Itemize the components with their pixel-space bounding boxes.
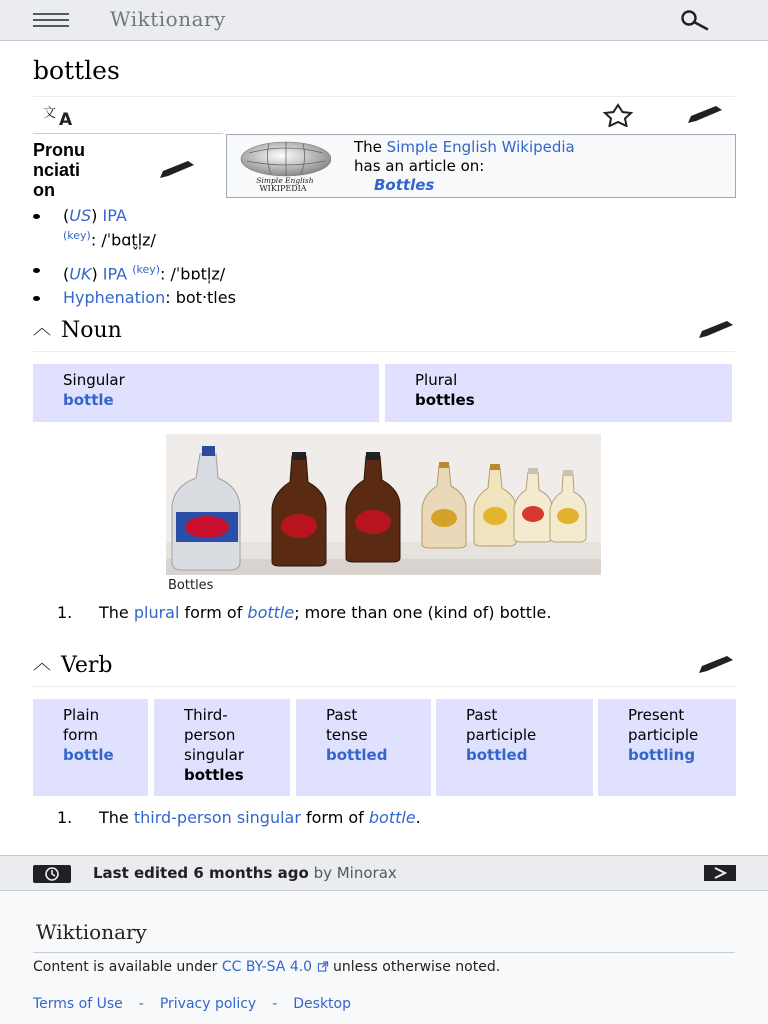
past-tense-link[interactable]: bottled bbox=[326, 746, 388, 764]
last-edited-author: by Minorax bbox=[308, 864, 397, 882]
definition-number: 1. bbox=[57, 808, 73, 827]
hyphenation-link[interactable]: Hyphenation bbox=[63, 288, 166, 307]
wikipedia-sister-box bbox=[226, 134, 736, 198]
title-divider bbox=[33, 96, 735, 97]
history-clock-icon bbox=[33, 865, 71, 883]
ipa-transcription: /ˈbɒtl̩z/ bbox=[170, 264, 226, 284]
definition-body bbox=[57, 808, 727, 828]
last-edited-bar[interactable] bbox=[0, 855, 768, 891]
wikipedia-article-link[interactable]: Bottles bbox=[374, 176, 435, 194]
last-edited-text bbox=[93, 864, 397, 882]
footer-divider bbox=[33, 952, 735, 953]
edit-verb-icon[interactable] bbox=[697, 655, 735, 675]
bullet-dot bbox=[33, 296, 40, 301]
definition-body bbox=[57, 603, 727, 623]
bottles-photo[interactable] bbox=[166, 434, 601, 575]
ipa-key-link[interactable]: (key) bbox=[132, 263, 161, 276]
separator: - bbox=[138, 996, 144, 1012]
wikipedia-logo-line2: WIKIPEDIA bbox=[259, 184, 307, 193]
us-region-link[interactable]: US bbox=[69, 206, 92, 225]
uk-region-link[interactable]: UK bbox=[69, 264, 92, 284]
separator: : bbox=[90, 230, 102, 250]
verb-section-heading[interactable] bbox=[33, 649, 113, 678]
cell-label: Past bbox=[466, 706, 498, 724]
wikipedia-box-text bbox=[354, 138, 575, 195]
bullet-dot bbox=[33, 214, 40, 219]
toolbar-divider bbox=[33, 133, 223, 134]
separator: : bbox=[165, 288, 176, 307]
svg-text:文: 文 bbox=[43, 106, 57, 121]
pronunciation-us-transcription bbox=[63, 226, 156, 250]
third-person-value: bottles bbox=[184, 766, 244, 784]
pronunciation-heading bbox=[33, 140, 85, 200]
past-participle-link[interactable]: bottled bbox=[466, 746, 528, 764]
bottle-link[interactable]: bottle bbox=[368, 808, 416, 827]
pronunciation-heading-line: on bbox=[33, 180, 55, 200]
ipa-key-link[interactable]: (key) bbox=[63, 229, 91, 242]
paren: ( bbox=[63, 206, 70, 225]
wikipedia-logo-line1: Simple English bbox=[256, 176, 314, 185]
pronunciation-uk bbox=[63, 260, 225, 284]
chevron-up-icon[interactable]: ︿ bbox=[33, 318, 51, 339]
hyphenation-value: bot‧tles bbox=[175, 288, 236, 307]
desktop-link[interactable]: Desktop bbox=[293, 996, 352, 1012]
separator: : bbox=[160, 264, 171, 284]
text: The bbox=[99, 808, 134, 827]
cell-label: participle bbox=[466, 726, 537, 744]
external-link-icon bbox=[317, 961, 329, 972]
footer-links bbox=[33, 996, 351, 1012]
footer bbox=[0, 892, 768, 1024]
text: . bbox=[415, 808, 421, 827]
verb-table-cell bbox=[296, 699, 431, 796]
simple-english-wikipedia-link[interactable]: Simple English Wikipedia bbox=[386, 138, 575, 156]
paren: ) bbox=[91, 206, 98, 225]
noun-table-cell bbox=[385, 364, 732, 422]
cell-label: Third- bbox=[184, 706, 228, 724]
ipa-transcription: /ˈbɑt̬l̩z/ bbox=[101, 230, 156, 250]
license-notice bbox=[33, 960, 683, 975]
separator: - bbox=[272, 996, 278, 1012]
verb-table-cell bbox=[598, 699, 736, 796]
definition-number: 1. bbox=[57, 603, 73, 622]
watch-star-icon[interactable] bbox=[598, 103, 638, 127]
text: form of bbox=[300, 808, 369, 827]
bottle-link[interactable]: bottle bbox=[247, 603, 295, 622]
image-caption: Bottles bbox=[168, 578, 214, 593]
noun-heading-text: Noun bbox=[61, 318, 122, 343]
svg-text:A: A bbox=[59, 110, 73, 127]
ipa-link[interactable]: IPA bbox=[102, 264, 128, 284]
privacy-policy-link[interactable]: Privacy policy bbox=[159, 996, 257, 1012]
noun-section-heading[interactable] bbox=[33, 314, 122, 343]
last-edited-bold: Last edited 6 months ago bbox=[93, 864, 309, 882]
terms-of-use-link[interactable]: Terms of Use bbox=[33, 996, 123, 1012]
wikipedia-globe-logo[interactable] bbox=[239, 139, 331, 193]
verb-table-cell bbox=[436, 699, 593, 796]
cell-label: Past bbox=[326, 706, 358, 724]
search-icon[interactable] bbox=[674, 9, 710, 31]
singular-link[interactable]: bottle bbox=[63, 391, 114, 409]
license-text: Content is available under bbox=[33, 959, 222, 975]
ipa-link[interactable]: IPA bbox=[102, 206, 127, 225]
wikipedia-box-text-before: The bbox=[354, 138, 387, 156]
noun-table-cell bbox=[33, 364, 379, 422]
chevron-right-icon[interactable] bbox=[704, 865, 736, 881]
pronunciation-heading-line: Pronu bbox=[33, 140, 85, 160]
edit-pronunciation-icon[interactable] bbox=[158, 160, 196, 180]
text: form of bbox=[179, 603, 248, 622]
paren: ( bbox=[63, 264, 70, 284]
section-divider bbox=[33, 351, 735, 352]
section-divider bbox=[33, 686, 735, 687]
plain-form-link[interactable]: bottle bbox=[63, 746, 114, 764]
page-title: bottles bbox=[33, 56, 120, 85]
edit-page-icon[interactable] bbox=[686, 105, 724, 125]
footer-site-title: Wiktionary bbox=[36, 920, 147, 944]
verb-definition bbox=[57, 808, 727, 828]
present-participle-link[interactable]: bottling bbox=[628, 746, 696, 764]
edit-noun-icon[interactable] bbox=[697, 320, 735, 340]
site-title[interactable]: Wiktionary bbox=[110, 7, 226, 31]
plural-value: bottles bbox=[415, 391, 475, 409]
cell-label: Present bbox=[628, 706, 685, 724]
cell-label: participle bbox=[628, 726, 699, 744]
verb-table-cell bbox=[33, 699, 148, 796]
hamburger-menu-icon[interactable] bbox=[33, 13, 69, 27]
top-bar bbox=[0, 0, 768, 41]
cell-label: form bbox=[63, 726, 98, 744]
language-icon[interactable] bbox=[42, 103, 86, 127]
cc-license-link[interactable]: CC BY-SA 4.0 bbox=[221, 959, 313, 975]
cell-label: Singular bbox=[63, 371, 125, 389]
cell-label: person bbox=[184, 726, 236, 744]
third-person-singular-link[interactable]: third-person singular bbox=[133, 808, 301, 827]
pronunciation-heading-line: nciati bbox=[33, 160, 81, 180]
paren: ) bbox=[91, 264, 98, 284]
text: The bbox=[99, 603, 134, 622]
cell-label: Plain bbox=[63, 706, 100, 724]
license-text: unless otherwise noted. bbox=[328, 959, 501, 975]
verb-table-cell bbox=[154, 699, 290, 796]
cell-label: Plural bbox=[415, 371, 458, 389]
verb-heading-text: Verb bbox=[61, 653, 113, 678]
cell-label: tense bbox=[326, 726, 368, 744]
pronunciation-us bbox=[63, 206, 127, 226]
chevron-up-icon[interactable]: ︿ bbox=[33, 653, 51, 674]
wikipedia-box-text-after: has an article on: bbox=[354, 157, 485, 175]
noun-definition bbox=[57, 603, 727, 623]
plural-link[interactable]: plural bbox=[133, 603, 180, 622]
cell-label: singular bbox=[184, 746, 245, 764]
hyphenation bbox=[63, 288, 236, 308]
bullet-dot bbox=[33, 268, 40, 273]
text: ; more than one (kind of) bottle. bbox=[294, 603, 552, 622]
